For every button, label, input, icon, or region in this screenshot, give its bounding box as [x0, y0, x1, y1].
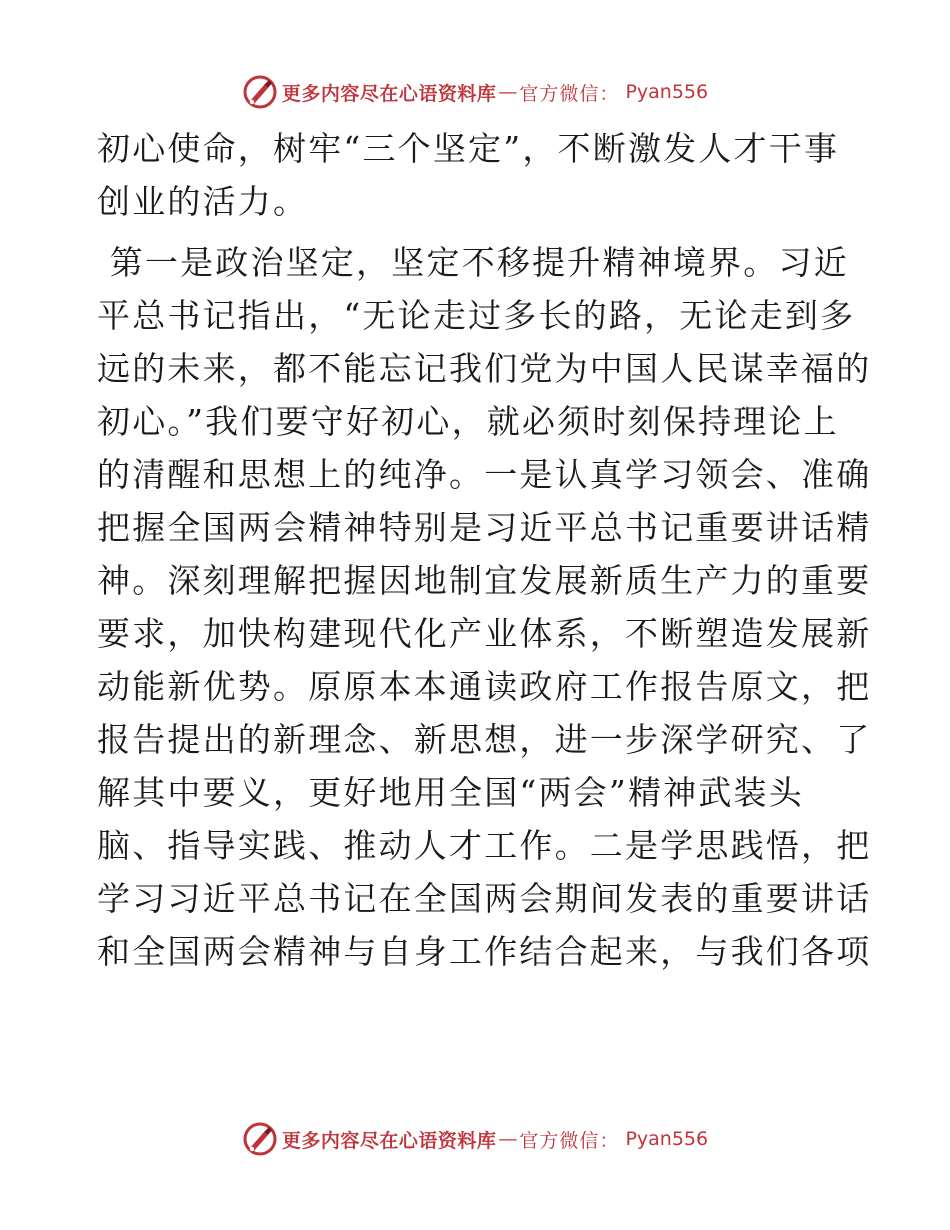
- text-line: 远的未来，都不能忘记我们党为中国人民谋幸福的: [97, 349, 872, 388]
- document-body: [97, 122, 872, 978]
- text-line: 初心使命，树牢“三个坚定”，不断激发人才干事: [97, 129, 840, 168]
- text-line: 报告提出的新理念、新思想，进一步深学研究、了: [97, 720, 872, 759]
- text-line: 第一是政治坚定，坚定不移提升精神境界。习近: [97, 243, 849, 282]
- text-line: 脑、指导实践、推动人才工作。二是学思践悟，把: [97, 826, 872, 865]
- text-line: 要求，加快构建现代化产业体系，不断塑造发展新: [97, 614, 872, 653]
- text-line: 初心。”我们要守好初心，就必须时刻保持理论上: [97, 402, 839, 441]
- footer-brand-text: 更多内容尽在心语资料库: [281, 1129, 497, 1152]
- text-line: 创业的活力。: [97, 182, 309, 221]
- footer-wechat-id: Pyan556: [625, 1128, 709, 1150]
- text-line: 和全国两会精神与自身工作结合起来，与我们各项: [97, 932, 872, 971]
- pen-logo-icon: [242, 74, 278, 110]
- pen-logo-icon: [242, 1121, 278, 1157]
- header-brand-text: 更多内容尽在心语资料库: [281, 82, 497, 105]
- text-line: 的清醒和思想上的纯净。一是认真学习领会、准确: [97, 455, 872, 494]
- header-wechat-label: 官方微信：: [519, 82, 620, 105]
- paragraph-2: [97, 236, 872, 978]
- header-separator: —: [498, 81, 518, 103]
- text-line: 学习习近平总书记在全国两会期间发表的重要讲话: [97, 879, 872, 918]
- footer-separator: —: [498, 1128, 518, 1150]
- text-line: 把握全国两会精神特别是习近平总书记重要讲话精: [97, 508, 872, 547]
- text-line: 解其中要义，更好地用全国“两会”精神武装头: [97, 773, 804, 812]
- footer-watermark: [0, 1119, 950, 1159]
- text-line: 神。深刻理解把握因地制宜发展新质生产力的重要: [97, 561, 872, 600]
- text-line: 平总书记指出，“无论走过多长的路，无论走到多: [97, 296, 856, 335]
- header-watermark: [0, 72, 950, 112]
- footer-wechat-label: 官方微信：: [519, 1129, 620, 1152]
- text-line: 动能新优势。原原本本通读政府工作报告原文，把: [97, 667, 872, 706]
- header-wechat-id: Pyan556: [625, 81, 709, 103]
- paragraph-1: [97, 122, 857, 228]
